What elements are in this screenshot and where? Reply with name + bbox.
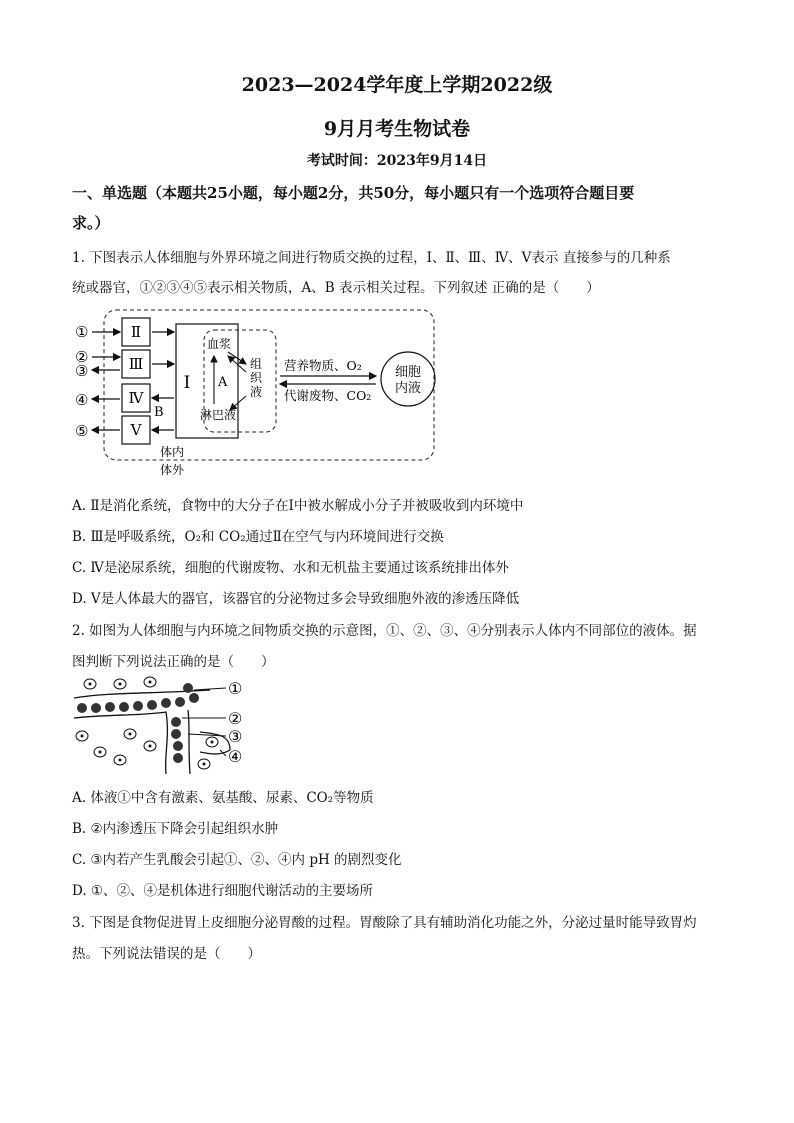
process-a-label: A <box>218 375 228 390</box>
box-label-3: Ⅲ <box>128 355 144 373</box>
cell-fluid-label-2: 内液 <box>394 381 422 396</box>
inside-label: 体内 <box>160 445 185 459</box>
q1-option-a: A. Ⅱ是消化系统，食物中的大分子在Ⅰ中被水解成小分子并被吸收到内环境中 <box>72 498 524 514</box>
exam-title: 2023—2024学年度上学期2022级 <box>241 74 553 96</box>
tissue-fluid-1: 组 <box>250 357 263 371</box>
q2-option-b: B. ②内渗透压下降会引起组织水肿 <box>72 821 279 837</box>
process-b-label: B <box>154 405 164 420</box>
outside-label: 体外 <box>160 463 185 477</box>
fluid-label-4: ④ <box>228 747 243 766</box>
q1-stem-cont: 统或器官，①②③④⑤表示相关物质，A、B 表示相关过程。下列叙述 正确的是（ ） <box>72 280 600 296</box>
cell-fluid-label-1: 细胞 <box>394 365 422 380</box>
wastes-label: 代谢废物、CO₂ <box>284 388 372 403</box>
box-label-5: Ⅴ <box>130 421 142 439</box>
substance-3: ③ <box>75 362 89 380</box>
fluid-label-1: ① <box>228 679 243 698</box>
q2-option-a: A. 体液①中含有激素、氨基酸、尿素、CO₂等物质 <box>72 790 374 806</box>
lymph-label: 淋巴液 <box>200 408 237 422</box>
tissue-fluid-3: 液 <box>250 385 263 399</box>
plasma-label: 血浆 <box>207 337 232 351</box>
q1-option-b: B. Ⅲ是呼吸系统，O₂和 CO₂通过Ⅱ在空气与内环境间进行交换 <box>72 529 444 545</box>
q3-stem: 3. 下图是食物促进胃上皮细胞分泌胃酸的过程。胃酸除了具有辅助消化功能之外，分泌过量时能导致胃灼 <box>72 915 697 931</box>
q3-stem-cont: 热。下列说法错误的是（ ） <box>72 946 261 962</box>
substance-1: ① <box>75 323 89 341</box>
q1-diagram <box>70 306 450 480</box>
fluid-label-2: ② <box>228 709 243 728</box>
box-label-1: Ⅰ <box>183 373 191 393</box>
box-label-2: Ⅱ <box>130 323 142 341</box>
section-heading-cont: 求。） <box>72 214 110 232</box>
q2-stem-cont: 图判断下列说法正确的是（ ） <box>72 654 275 670</box>
q1-stem: 1. 下图表示人体细胞与外界环境之间进行物质交换的过程，Ⅰ、Ⅱ、Ⅲ、Ⅳ、Ⅴ表示 直接参与的几种系 <box>72 250 671 266</box>
box-label-4: Ⅳ <box>128 389 144 407</box>
q2-diagram <box>70 676 260 776</box>
fluid-label-3: ③ <box>228 727 243 746</box>
q1-option-d: D. Ⅴ是人体最大的器官，该器官的分泌物过多会导致细胞外液的渗透压降低 <box>72 591 520 607</box>
q2-stem: 2. 如图为人体细胞与内环境之间物质交换的示意图，①、②、③、④分别表示人体内不同部位的液体。据 <box>72 623 697 639</box>
exam-time: 考试时间：2023年9月14日 <box>306 153 488 169</box>
substance-4: ④ <box>75 391 89 409</box>
exam-subtitle: 9月月考生物试卷 <box>323 118 471 140</box>
section-heading: 一、单选题（本题共25小题，每小题2分，共50分，每小题只有一个选项符合题目要 <box>72 184 635 202</box>
tissue-fluid-2: 织 <box>250 371 263 385</box>
substance-5: ⑤ <box>75 422 89 440</box>
q1-option-c: C. Ⅳ是泌尿系统，细胞的代谢废物、水和无机盐主要通过该系统排出体外 <box>72 560 509 576</box>
q2-option-d: D. ①、②、④是机体进行细胞代谢活动的主要场所 <box>72 883 374 899</box>
substance-2: ② <box>75 348 89 366</box>
q2-option-c: C. ③内若产生乳酸会引起①、②、④内 pH 的剧烈变化 <box>72 852 402 868</box>
nutrients-label: 营养物质、O₂ <box>284 358 362 373</box>
